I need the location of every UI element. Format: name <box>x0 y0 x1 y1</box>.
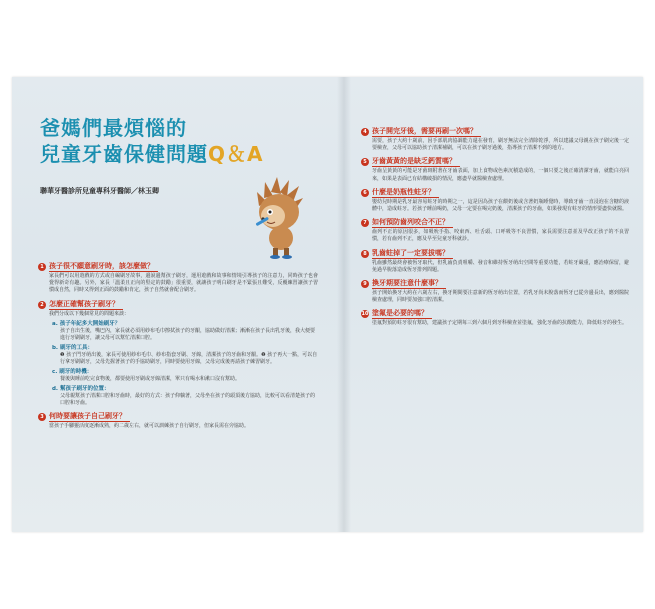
qa-item <box>361 279 629 304</box>
question <box>361 249 629 259</box>
question-text: 乳齒蛀掉了一定要拔嗎？ <box>372 249 453 259</box>
question-number: 4 <box>361 128 369 136</box>
sub-topic <box>52 344 318 366</box>
question-text: 塗氟是必要的嗎？ <box>372 309 432 319</box>
question <box>361 157 629 167</box>
qa-item <box>38 412 318 430</box>
title-accent: Q＆A <box>208 142 264 166</box>
question-number: 7 <box>361 219 369 227</box>
qa-item <box>361 218 629 243</box>
title-line-1: 爸媽們最煩惱的 <box>40 116 187 140</box>
question <box>361 127 629 137</box>
qa-list-right <box>361 127 629 333</box>
qa-item <box>38 300 318 407</box>
question-number: 3 <box>38 413 46 421</box>
page-title <box>40 115 263 167</box>
qa-item <box>361 188 629 213</box>
answer-text: 當孩子手腳靈活度逐漸成熟，約二歲左右，就可以訓練孩子自行刷牙，但家長需在旁協助。 <box>49 422 250 429</box>
answer-text: 牙齒呈黃黃的可能是牙菌斑附著在牙齒表面，加上食物或色素沉積造成的，一個只要之後正確清潔牙齒，就能白亮回來，如果是表面已有結構破損的情況，應盡早就醫檢查處理。 <box>372 168 629 182</box>
sub-topic <box>52 368 318 383</box>
sub-heading: d. 幫孩子刷牙的位置： <box>52 385 110 392</box>
sub-topic <box>52 320 318 342</box>
question-text: 孩子開完牙後，需要再刷一次嗎？ <box>372 127 481 137</box>
answer-text: 嬰幼兒時期是乳牙最容易蛀牙的時期之一，這是因為孩子在餵奶後或含著奶瓶睡覺時，導致牙齒一直浸泡在含糖的液體中，造成蛀牙。若孩子睡前喝奶，父母一定要在喝完奶後，清潔孩子的牙齒，如果發現有蛀牙的情形要盡快就醫。 <box>372 198 629 213</box>
answer-text: 孩子開始換牙大約在六歲左右，換牙期間要注意新的恆牙萌出位置，若乳牙尚未脫落而恆牙已從旁邊長出，應到醫院檢查處理，同時要加強口腔清潔。 <box>372 290 629 304</box>
question-number: 8 <box>361 250 369 258</box>
left-page <box>12 77 337 532</box>
answer-text: 塗氟對預防蛀牙很有幫助，建議孩子定期每三到六個月到牙科檢查並塗氟，強化牙齒的抗酸能力，降低蛀牙的發生。 <box>372 320 628 327</box>
question-text: 怎麼正確幫孩子刷牙？ <box>49 300 123 310</box>
question <box>38 412 318 422</box>
hedgehog-mascot-illustration <box>237 172 317 262</box>
qa-item <box>361 127 629 152</box>
question-text: 換牙期要注意什麼事？ <box>372 279 446 289</box>
question-text: 孩子很不願意刷牙時，該怎麼做？ <box>49 262 158 272</box>
question-number: 9 <box>361 280 369 288</box>
qa-list-left <box>38 262 318 435</box>
question <box>361 279 629 289</box>
sub-body: 餐後與睡前吃完食物後，都要使用牙刷或牙線清潔，單只有喝水和漱口沒有幫助。 <box>60 375 241 382</box>
question-number: 2 <box>38 301 46 309</box>
question <box>38 300 318 310</box>
question-number: 6 <box>361 189 369 197</box>
question-number: 1 <box>38 263 46 271</box>
qa-item <box>361 249 629 274</box>
sub-topic <box>52 385 318 407</box>
sub-body: ❶ 孩子門牙萌出後，家長可使用紗布毛巾、紗布指套牙刷、牙線，清潔孩子的牙齒和牙齦。❷ 孩子再大一點，可以自行拿牙刷刷牙，父母先握著孩子的手協助刷牙，同時要使用牙線，父母完成後再請孩子練習刷牙。 <box>60 351 318 365</box>
qa-item <box>361 309 629 327</box>
question <box>361 218 629 228</box>
question-number: 10 <box>361 311 369 318</box>
byline: 聯華牙醫診所兒童專科牙醫師／林玉卿 <box>40 187 159 195</box>
question-text: 何時要讓孩子自己刷牙？ <box>49 412 130 422</box>
qa-item <box>38 262 318 295</box>
book-gutter <box>337 77 351 532</box>
right-page <box>351 77 643 532</box>
question-text: 什麼是奶瓶性蛀牙？ <box>372 188 439 198</box>
sub-body: 父母親幫孩子清潔口腔和牙齒時，最好的方式：孩子仰躺著，父母坐在孩子的頭頂後方協助，比較可以看清楚孩子的口腔和牙齒。 <box>60 392 316 406</box>
answer-text: 乳齒雖然最終會被恆牙取代，但乳齒負責咀嚼、發音和維持恆牙萌出空間等重要功能，若蛀牙嚴重，應治療保留，避免過早脫落造成恆牙排列問題。 <box>372 259 629 273</box>
question-text: 牙齒黃黃的是缺乏鈣質嗎？ <box>372 157 460 167</box>
answer-text: 齒列不正的原因很多，如吸吮手指、咬東西、吐舌頭、口呼吸等不良習慣，家長需要注意並及早改正孩子的不良習慣，若有齒列不正，應及早至兒童牙科就診。 <box>372 229 629 243</box>
sub-heading: b. 刷牙的工具： <box>52 344 93 351</box>
sub-heading: a. 孩子年紀多大開始刷牙？ <box>52 320 121 327</box>
answer-text: 需要，孩子大約十歲前，因手部肌肉協調能力還在發育，刷牙無法完全清除乾淨，所以建議父母親在孩子刷完後一定要檢查，父母可以協助孩子清潔補刷，可以在孩子刷牙過後，指導孩子清潔不到的地方。 <box>372 138 629 152</box>
sub-body: 孩子自出生後，嘴巴內，家長就必須用紗布毛巾擦拭孩子的牙齦，協助做好清潔；漸漸在孩子長出乳牙後，我大便要進行牙刷刷牙，讓父母可以幫忙清潔口腔。 <box>60 327 316 341</box>
qa-item <box>361 157 629 182</box>
question-number: 5 <box>361 158 369 166</box>
question <box>361 188 629 198</box>
question <box>38 262 318 272</box>
question-text: 如何預防齒列咬合不正？ <box>372 218 453 228</box>
book-spread <box>12 77 643 532</box>
sub-heading: c. 刷牙的時機： <box>52 368 93 375</box>
question <box>361 309 629 319</box>
title-line-2: 兒童牙齒保健問題 <box>40 142 208 166</box>
answer-text: 我們分成以下幾個常見的問題來談： <box>49 310 130 317</box>
answer-text: 家長們可以用遊戲的方式或自編刷牙故事，邊說邊幫孩子刷牙，運用遊戲和故事和情境引導孩子的注意力，同時孩子也會覺得新奇有趣。另外，家長「溫柔且正向的堅定的鼓勵」很重要，就讓孩子明白刷牙是不緊張且難受，反覆練習讓孩子習慣成自然，同時又得到正面的鼓勵和肯定，孩子自然就會配合刷牙。 <box>49 273 318 294</box>
